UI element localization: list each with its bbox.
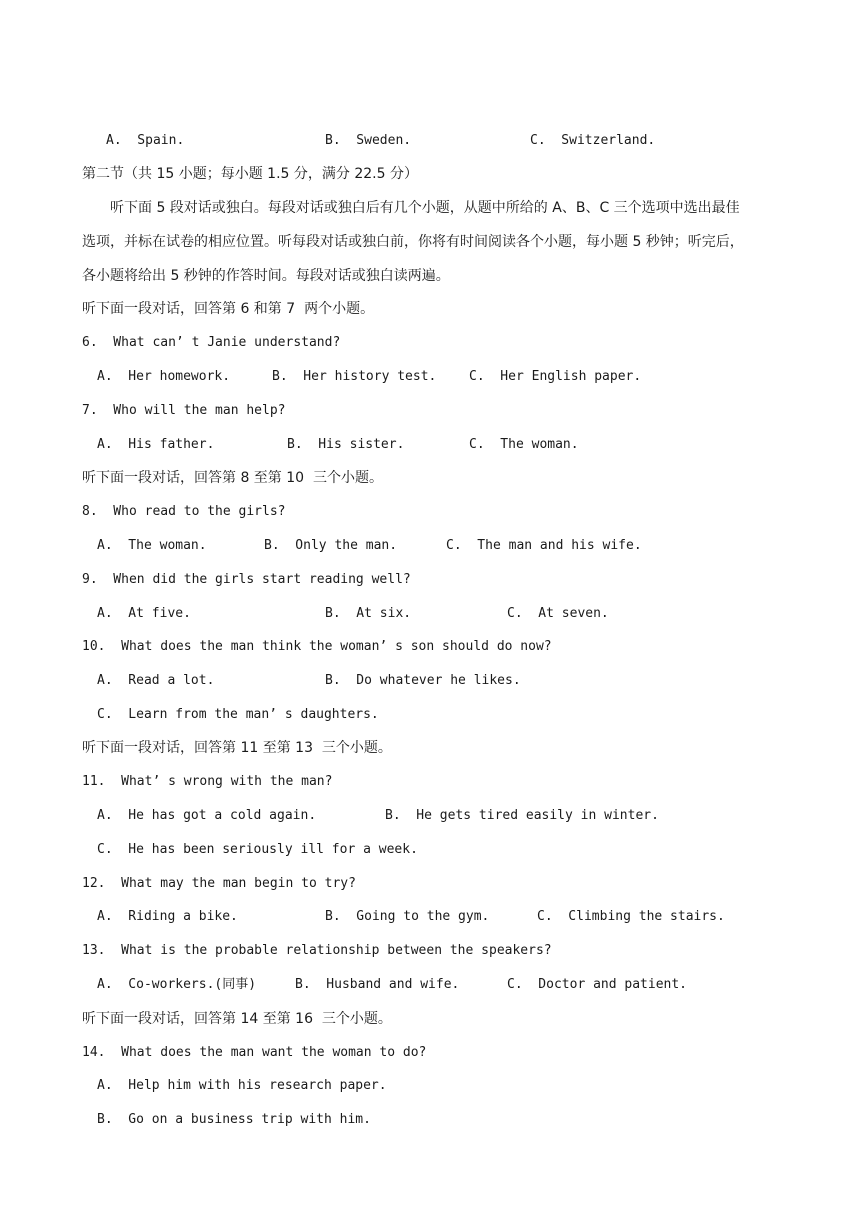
q10-option-a: A. Read a lot.	[97, 673, 215, 688]
instructions-line-3: 各小题将给出 5 秒钟的作答时间。每段对话或独白读两遍。	[82, 268, 450, 284]
group-heading-4: 听下面一段对话，回答第 14 至第 16 三个小题。	[82, 1011, 392, 1027]
q7-option-c: C. The woman.	[469, 437, 579, 452]
option-b: B. Sweden.	[325, 133, 412, 148]
q8-option-a: A. The woman.	[97, 538, 207, 553]
instructions-line-1: 听下面 5 段对话或独白。每段对话或独白后有几个小题，从题中所给的 A、B、C 三个选项中选出最佳	[110, 200, 740, 216]
q9-option-b: B. At six.	[325, 606, 412, 621]
group-heading-1: 听下面一段对话，回答第 6 和第 7 两个小题。	[82, 301, 375, 317]
q7-option-b: B. His sister.	[287, 437, 405, 452]
option-c: C. Switzerland.	[530, 133, 656, 148]
q11-option-b: B. He gets tired easily in winter.	[385, 808, 659, 823]
question-10: 10. What does the man think the woman’ s son should do now?	[82, 639, 552, 654]
q9-option-a: A. At five.	[97, 606, 191, 621]
q9-option-c: C. At seven.	[507, 606, 609, 621]
instructions-line-2: 选项，并标在试卷的相应位置。听每段对话或独白前，你将有时间阅读各个小题，每小题 5 秒钟；听完后，	[82, 234, 744, 250]
q12-option-b: B. Going to the gym.	[325, 909, 490, 924]
group-heading-3: 听下面一段对话，回答第 11 至第 13 三个小题。	[82, 740, 392, 756]
q13-option-a: A. Co-workers.(同事)	[97, 977, 257, 992]
q14-option-a: A. Help him with his research paper.	[97, 1078, 387, 1093]
q11-option-a: A. He has got a cold again.	[97, 808, 317, 823]
group-heading-2: 听下面一段对话，回答第 8 至第 10 三个小题。	[82, 470, 383, 486]
option-a: A. Spain.	[106, 133, 185, 148]
q13-option-c: C. Doctor and patient.	[507, 977, 688, 992]
q7-option-a: A. His father.	[97, 437, 215, 452]
q13-option-b: B. Husband and wife.	[295, 977, 460, 992]
q8-option-b: B. Only the man.	[264, 538, 398, 553]
question-9: 9. When did the girls start reading well?	[82, 572, 411, 587]
q11-option-c: C. He has been seriously ill for a week.	[97, 842, 418, 857]
q14-option-b: B. Go on a business trip with him.	[97, 1112, 371, 1127]
q12-option-c: C. Climbing the stairs.	[537, 909, 725, 924]
q10-option-b: B. Do whatever he likes.	[325, 673, 521, 688]
question-8: 8. Who read to the girls?	[82, 504, 286, 519]
question-14: 14. What does the man want the woman to do?	[82, 1045, 427, 1060]
q6-option-a: A. Her homework.	[97, 369, 231, 384]
question-6: 6. What can’ t Janie understand?	[82, 335, 341, 350]
q6-option-b: B. Her history test.	[272, 369, 437, 384]
q10-option-c: C. Learn from the man’ s daughters.	[97, 707, 379, 722]
q12-option-a: A. Riding a bike.	[97, 909, 238, 924]
question-12: 12. What may the man begin to try?	[82, 876, 356, 891]
question-11: 11. What’ s wrong with the man?	[82, 774, 333, 789]
q8-option-c: C. The man and his wife.	[446, 538, 642, 553]
q6-option-c: C. Her English paper.	[469, 369, 642, 384]
question-7: 7. Who will the man help?	[82, 403, 286, 418]
section-heading: 第二节（共 15 小题；每小题 1.5 分，满分 22.5 分）	[82, 166, 418, 182]
question-13: 13. What is the probable relationship between the speakers?	[82, 943, 552, 958]
